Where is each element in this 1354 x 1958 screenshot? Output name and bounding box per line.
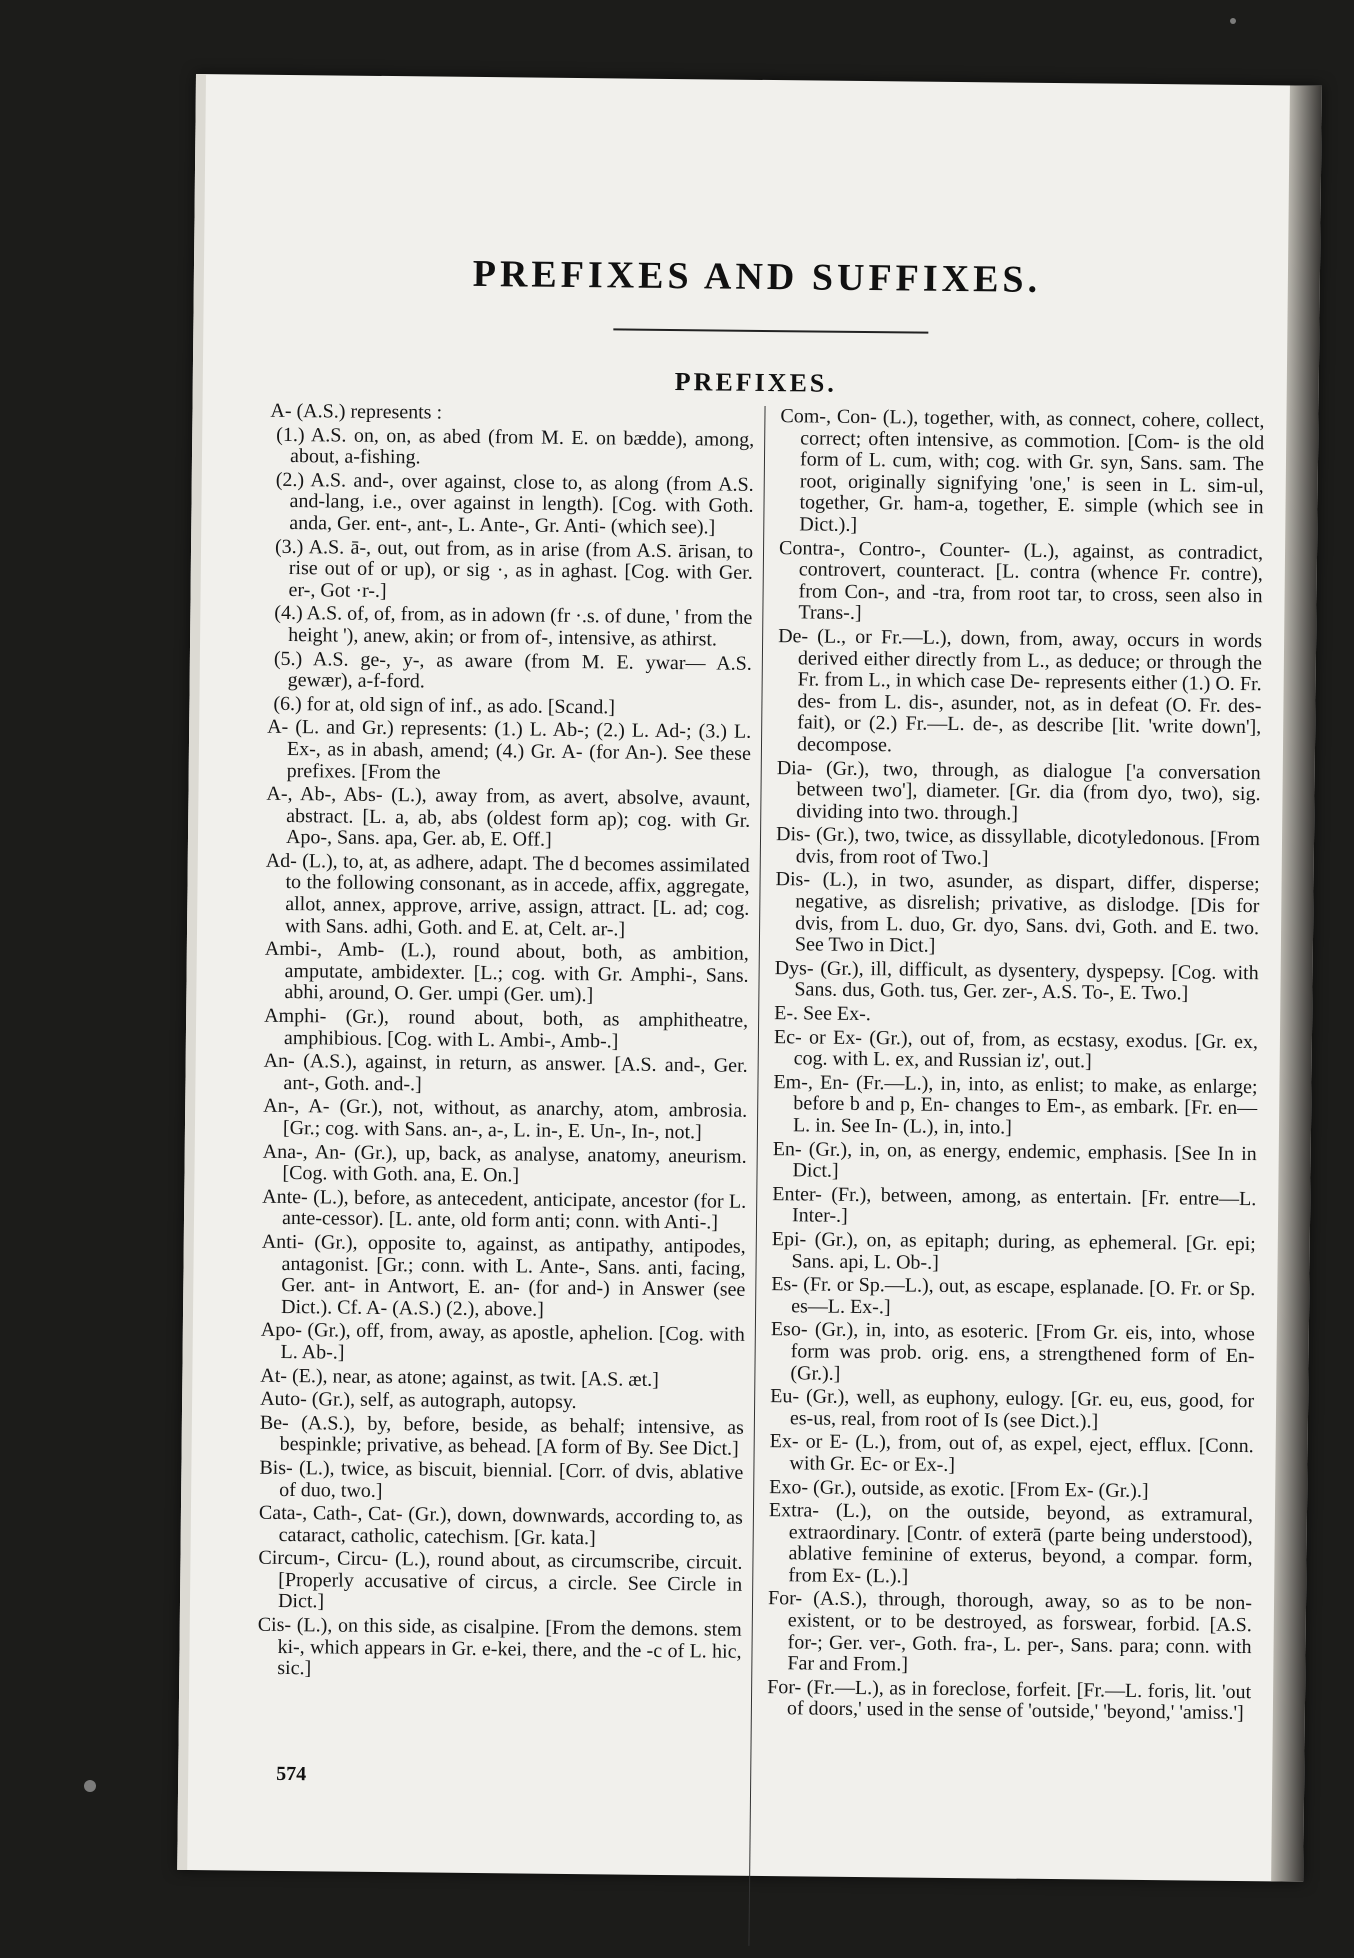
dictionary-entry: An-, A- (Gr.), not, without, as anarchy, atom, ambrosia. [Gr.; cog. with Sans. an-, a-, L. in-, E. Un-, In-, not.] xyxy=(263,1095,748,1144)
dictionary-entry: At- (E.), near, as atone; against, as twit. [A.S. æt.] xyxy=(260,1364,660,1391)
dictionary-entry: Exo- (Gr.), outside, as exotic. [From Ex- (Gr.).] xyxy=(769,1475,1149,1502)
dictionary-entry: An- (A.S.), against, in return, as answer. [A.S. and-, Ger. ant-, Goth. and-.] xyxy=(263,1049,748,1096)
section-title: PREFIXES. xyxy=(674,367,837,398)
dictionary-entry: Eso- (Gr.), in, into, as esoteric. [From Gr. eis, into, whose form was prob. orig. ens, a strengthened form of En- (Gr.).] xyxy=(770,1318,1255,1385)
dictionary-entry: Dis- (Gr.), two, twice, as dissyllable, dicotyledonous. [From dvis, from root of Two.] xyxy=(775,823,1261,870)
page-number: 574 xyxy=(276,1762,307,1786)
dictionary-entry: A- (L. and Gr.) represents: (1.) L. Ab-; (2.) L. Ad-; (3.) L. Ex-, as in abash, amend; (4.) Gr. A- (for An-). See these prefixes. [From the xyxy=(267,716,752,784)
dictionary-entry: Enter- (Fr.), between, among, as entertain. [Fr. entre—L. Inter-.] xyxy=(772,1182,1257,1228)
right-column xyxy=(767,406,1265,1727)
dictionary-entry: Extra- (L.), on the outside, beyond, as extramural, extraordinary. [Contr. of exterā (parte being understood), ablative feminine of exterus, beyond, a compar. form, from Ex- (L.).] xyxy=(768,1499,1254,1588)
dictionary-entry: Ante- (L.), before, as antecedent, anticipate, ancestor (for L. ante-cessor). [L. ante, old form anti; conn. with Anti-.] xyxy=(262,1185,747,1234)
dictionary-entry: A- (A.S.) represents : xyxy=(270,399,443,424)
dictionary-entry: Dys- (Gr.), ill, difficult, as dysentery, dyspepsy. [Cog. with Sans. dus, Goth. tus, Ger. zer-, A.S. To-, E. Two.] xyxy=(774,956,1259,1005)
dictionary-entry: Amphi- (Gr.), round about, both, as amphitheatre, amphibious. [Cog. with L. Ambi-, Amb-.] xyxy=(264,1004,749,1053)
dictionary-entry: (1.) A.S. on, on, as abed (from M. E. on bædde), among, about, a-fishing. xyxy=(276,423,755,469)
title-rule xyxy=(613,328,928,333)
page-title: PREFIXES AND SUFFIXES. xyxy=(472,252,1042,301)
dictionary-entry: Epi- (Gr.), on, as epitaph; during, as ephemeral. [Gr. epi; Sans. api, L. Ob-.] xyxy=(771,1228,1256,1274)
dictionary-entry: Ana-, An- (Gr.), up, back, as analyse, anatomy, aneurism. [Cog. with Goth. ana, E. On.] xyxy=(262,1140,747,1187)
dictionary-entry: Cis- (L.), on this side, as cisalpine. [From the demons. stem ki-, which appears in Gr. e-kei, there, and the -c of L. hic, sic.] xyxy=(257,1613,742,1680)
dictionary-entry: Com-, Con- (L.), together, with, as connect, cohere, collect, correct; often intensive, as commotion. [Com- is the old form of L. cum, with; cog. with Gr. syn, Sans. sam. The root, originally signifying 'one,' is seen in L. sim-ul, together, Gr. ham-a, together, E. simple (which see in Dict.).] xyxy=(780,405,1265,536)
dictionary-entry: Bis- (L.), twice, as biscuit, biennial. [Corr. of dvis, ablative of duo, two.] xyxy=(259,1456,744,1502)
dictionary-entry: Apo- (Gr.), off, from, away, as apostle, aphelion. [Cog. with L. Ab-.] xyxy=(260,1319,745,1364)
dictionary-entry: For- (A.S.), through, thorough, away, so as to be non-existent, or to be destroyed, as forswear, forbid. [A.S. for-; Ger. ver-, Goth. fra-, L. per-, Sans. para; conn. with Far and From.] xyxy=(767,1587,1253,1676)
dictionary-entry: (6.) for at, old sign of inf., as ado. [Scand.] xyxy=(273,692,616,719)
dust-spot xyxy=(1230,18,1236,24)
dictionary-entry: En- (Gr.), in, on, as energy, endemic, emphasis. [See In in Dict.] xyxy=(772,1137,1257,1182)
book-spine xyxy=(1271,85,1322,1881)
dictionary-entry: Ad- (L.), to, at, as adhere, adapt. The d becomes assimilated to the following consonant, as in accede, affix, aggregate, allot, annex, approve, arrive, assign, attract. [L. ad; cog. with Sans. adhi, Goth. and E. at, Celt. ar-.] xyxy=(265,849,750,941)
dictionary-entry: Dis- (L.), in two, asunder, as dispart, differ, disperse; negative, as disrelish; privative, as dislodge. [Dis for dvis, from L. duo, Gr. dyo, Sans. dvi, Goth. and E. two. See Two in Dict.] xyxy=(775,868,1260,958)
dictionary-entry: Es- (Fr. or Sp.—L.), out, as escape, esplanade. [O. Fr. or Sp. es—L. Ex-.] xyxy=(771,1273,1256,1319)
dictionary-entry: Ambi-, Amb- (L.), round about, both, as ambition, amputate, ambidexter. [L.; cog. with Gr. Amphi-, Sans. abhi, around, O. Ger. umpi (Ger. um).] xyxy=(264,938,749,1007)
dictionary-entry: Cata-, Cath-, Cat- (Gr.), down, downwards, according to, as cataract, catholic, catechism. [Gr. kata.] xyxy=(258,1501,744,1549)
dust-spot xyxy=(84,1780,96,1792)
dictionary-entry: Em-, En- (Fr.—L.), in, into, as enlist; to make, as enlarge; before b and p, En- changes to Em-, as embark. [Fr. en—L. in. See In- (L.), in, into.] xyxy=(773,1070,1258,1139)
dictionary-entry: Dia- (Gr.), two, through, as dialogue ['a conversation between two'], diameter. [Gr. dia (from dyo, two), sig. dividing into two. through.] xyxy=(776,756,1261,825)
dictionary-entry: Circum-, Circu- (L.), round about, as circumscribe, circuit. [Properly accusative of circus, a circle. See Circle in Dict.] xyxy=(258,1547,743,1613)
dictionary-entry: Ec- or Ex- (Gr.), out of, from, as ecstasy, exodus. [Gr. ex, cog. with L. ex, and Russian iz', out.] xyxy=(773,1025,1259,1073)
dictionary-entry: For- (Fr.—L.), as in foreclose, forfeit. [Fr.—L. foris, lit. 'out of doors,' used in the sense of 'outside,' 'beyond,' 'amiss.'] xyxy=(767,1675,1252,1725)
dictionary-entry: (4.) A.S. of, of, from, as in adown (fr ·.s. of dune, ' from the height '), anew, akin; or from of-, intensive, as athirst. xyxy=(274,602,753,651)
dictionary-entry: (3.) A.S. ā-, out, out from, as in arise (from A.S. ārisan, to rise out of or up), or sig ·, as in aghast. [Cog. with Ger. er-, Got ·r-.] xyxy=(274,535,754,602)
dictionary-entry: Be- (A.S.), by, before, beside, as behalf; intensive, as bespinkle; privative, as behead. [A form of By. See Dict.] xyxy=(259,1411,744,1461)
dictionary-entry: (2.) A.S. and-, over against, close to, as along (from A.S. and-lang, i.e., over against in length). [Cog. with Goth. anda, Ger. ent-, ant-, L. Ante-, Gr. Anti- (which see).] xyxy=(275,468,754,539)
dictionary-entry: Contra-, Contro-, Counter- (L.), against, as contradict, controvert, counteract. [L. contra (whence Fr. contre), from Con-, and -tra, from root tar, to cross, seen also in Trans-.] xyxy=(778,536,1264,625)
dictionary-entry: Eu- (Gr.), well, as euphony, eulogy. [Gr. eu, eus, good, for es-us, real, from root of Is (see Dict.).] xyxy=(770,1385,1255,1433)
left-column xyxy=(257,401,754,1687)
dictionary-entry: E-. See Ex-. xyxy=(774,1002,871,1026)
dictionary-entry: (5.) A.S. ge-, y-, as aware (from M. E. ywar— A.S. gewær), a-f-ford. xyxy=(273,647,752,693)
dictionary-entry: De- (L., or Fr.—L.), down, from, away, occurs in words derived either directly from L., as deduce; or through the Fr. from L., in which case De- represents either (1.) O. Fr. des- from L. dis-, asunder, not, as in defeat (O. Fr. des-fait), or (2.) Fr.—L. de-, as describe [lit. 'write down'], decompose. xyxy=(778,625,1263,757)
dictionary-entry: A-, Ab-, Abs- (L.), away from, as avert, absolve, avaunt, abstract. [L. a, ab, abs (oldest form ap); cog. with Gr. Apo-, Sans. apa, Ger. ab, E. Off.] xyxy=(266,782,751,852)
dictionary-entry: Auto- (Gr.), self, as autograph, autopsy. xyxy=(260,1387,577,1414)
book-page xyxy=(177,74,1322,1882)
dictionary-entry: Anti- (Gr.), opposite to, against, as antipathy, antipodes, antagonist. [Gr.; conn. with L. Ante-, Sans. anti, facing, Ger. ant- in Antwort, E. an- (for and-) in Answer (see Dict.). Cf. A- (A.S.) (2.), above.] xyxy=(261,1230,746,1321)
dictionary-entry: Ex- or E- (L.), from, out of, as expel, eject, efflux. [Conn. with Gr. Ec- or Ex-.] xyxy=(769,1430,1254,1476)
page-edge xyxy=(177,74,206,1870)
